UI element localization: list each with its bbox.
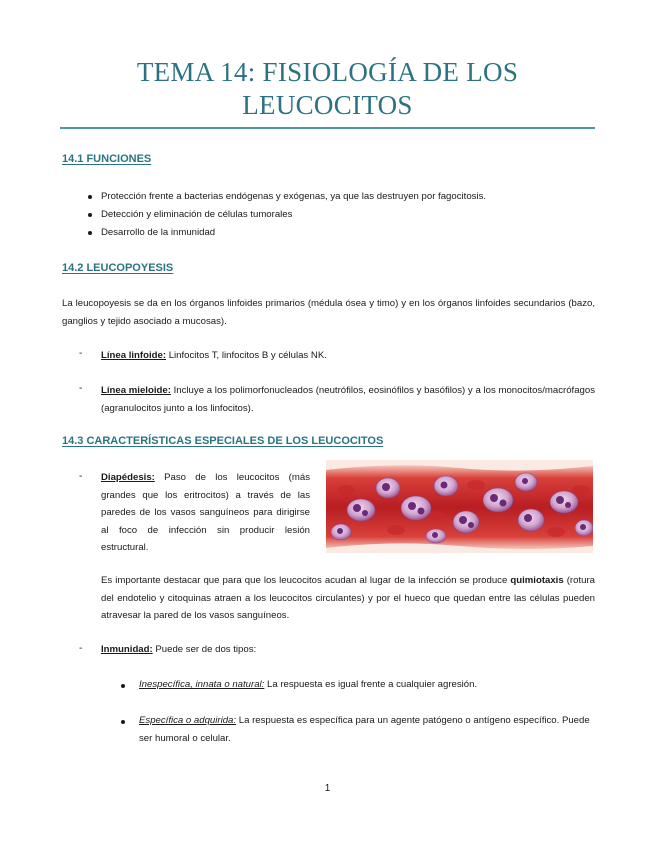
section-heading-funciones: 14.1 FUNCIONES [62,153,152,165]
page-number: 1 [324,783,331,794]
term-mieloide: Línea mieloide: [101,385,171,396]
bullet-dot [88,231,92,235]
bullet-dot [121,684,125,688]
dash-marker: - [79,348,83,359]
list-item-linfoide: Línea linfoide: Linfocitos T, linfocitos B y células NK. [101,350,327,361]
section-heading-leucopoyesis: 14.2 LEUCOPOYESIS [62,262,174,274]
bullet-dot [121,720,125,724]
list-item: Protección frente a bacterias endógenas y exógenas, ya que las destruyen por fagocitosis. [101,191,487,202]
list-item: Desarrollo de la inmunidad [101,227,216,238]
list-item-mieloide: Línea mieloide: Incluye a los polimorfonucleados (neutrófilos, eosinófilos y basófilos) y a los monocitos/macrófagos (agranulocitos junto a los linfocitos). [101,385,595,414]
paragraph-quimiotaxis: Es importante destacar que para que los leucocitos acudan al lugar de la infección se produce quimiotaxis (rotura del endotelio y citoquinas atraen a los leucocitos circulantes) y por el hueco que quedan entre las células pueden atravesar la pared de los vasos sanguíneos. [101,575,595,621]
term-quimiotaxis: quimiotaxis [510,575,564,586]
blood-vessel-image [326,460,593,553]
title-divider [60,127,595,129]
dash-marker: - [79,383,83,394]
dash-marker: - [79,471,83,482]
term-especifica: Específica o adquirida: [139,715,237,726]
list-item-especifica: Específica o adquirida: La respuesta es específica para un agente patógeno o antígeno específico. Puede ser humoral o celular. [139,715,590,744]
list-item-inespecifica: Inespecífica, innata o natural: La respuesta es igual frente a cualquier agresión. [139,679,478,690]
term-inespecifica: Inespecífica, innata o natural: [139,679,265,690]
paragraph-intro: La leucopoyesis se da en los órganos linfoides primarios (médula ósea y timo) y en los órganos linfoides secundarios (bazo, ganglios y tejido asociado a mucosas). [62,298,595,327]
list-item: Detección y eliminación de células tumorales [101,209,293,220]
dash-marker: - [79,643,83,654]
list-item-diapedesis: Diapédesis: Paso de los leucocitos (más grandes que los eritrocitos) a través de las paredes de los vasos sanguíneos para dirigirse al foco de infección sin producir lesión estructural. [101,472,310,553]
section-heading-caracteristicas: 14.3 CARACTERÍSTICAS ESPECIALES DE LOS LEUCOCITOS [62,435,384,447]
page-title: TEMA 14: FISIOLOGÍA DE LOS LEUCOCITOS [136,57,519,120]
term-diapedesis: Diapédesis: [101,472,155,483]
term-inmunidad: Inmunidad: [101,644,153,655]
bullet-dot [88,195,92,199]
bullet-dot [88,213,92,217]
term-linfoide: Línea linfoide: [101,350,167,361]
list-item-inmunidad: Inmunidad: Puede ser de dos tipos: [101,644,257,655]
